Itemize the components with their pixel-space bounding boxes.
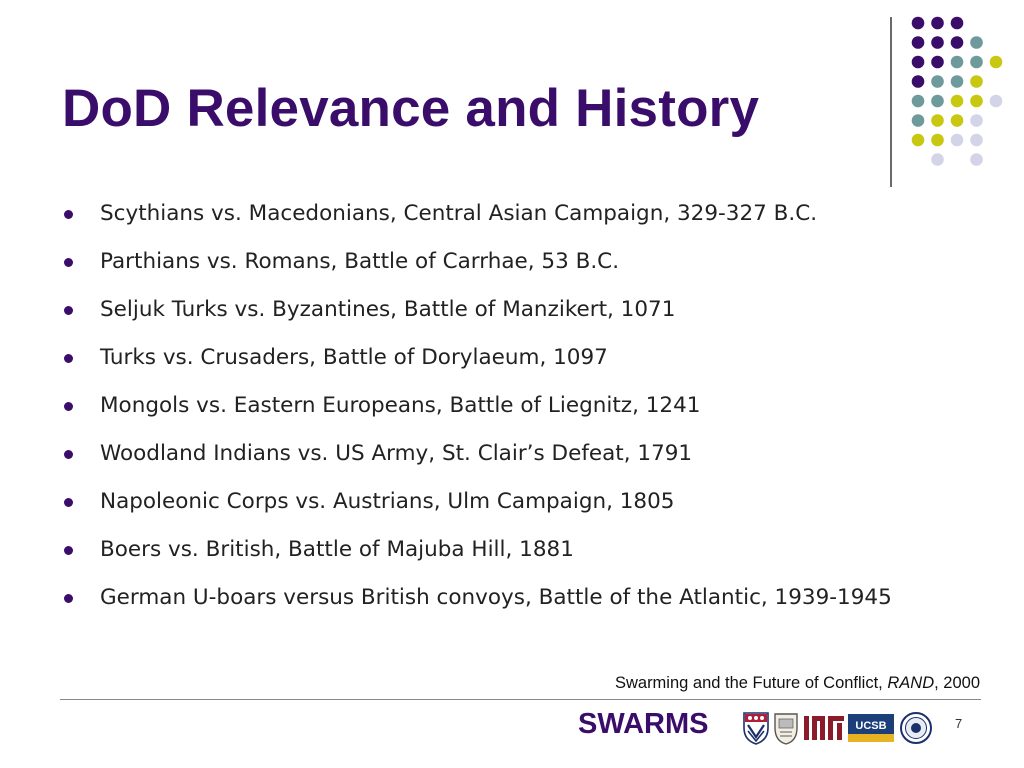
decorative-dot bbox=[931, 75, 944, 88]
bullet-dot bbox=[64, 258, 73, 267]
page-number: 7 bbox=[955, 716, 963, 731]
decorative-divider bbox=[890, 17, 892, 187]
decorative-dot bbox=[970, 95, 983, 108]
bullet-item bbox=[62, 436, 892, 484]
bullet-text: Scythians vs. Macedonians, Central Asian Campaign, 329-327 B.C. bbox=[100, 201, 818, 226]
bullet-item bbox=[62, 340, 892, 388]
citation bbox=[615, 674, 980, 693]
decorative-dot bbox=[951, 95, 964, 108]
decorative-dot bbox=[912, 134, 925, 147]
seal-icon bbox=[901, 713, 931, 743]
decorative-dot bbox=[970, 153, 983, 166]
bullet-item bbox=[62, 196, 892, 244]
decorative-dot bbox=[931, 17, 944, 30]
bullet-text: German U-boars versus British convoys, Battle of the Atlantic, 1939-1945 bbox=[100, 585, 892, 610]
mit-logo bbox=[804, 716, 844, 740]
ucsb-logo bbox=[848, 714, 894, 742]
decorative-dot bbox=[931, 153, 944, 166]
decorative-dot bbox=[951, 134, 964, 147]
citation-suffix: , 2000 bbox=[934, 674, 980, 692]
bullet-item bbox=[62, 292, 892, 340]
bullet-text: Woodland Indians vs. US Army, St. Clair’s Defeat, 1791 bbox=[100, 441, 693, 466]
crest-icon bbox=[775, 714, 797, 744]
bullet-dot bbox=[64, 210, 73, 219]
decorative-dot bbox=[951, 36, 964, 49]
decorative-dot bbox=[931, 134, 944, 147]
bullet-list bbox=[62, 196, 892, 628]
bullet-text: Seljuk Turks vs. Byzantines, Battle of Manzikert, 1071 bbox=[100, 297, 676, 322]
decorative-dot bbox=[970, 134, 983, 147]
bullet-text: Turks vs. Crusaders, Battle of Dorylaeum, 1097 bbox=[100, 345, 608, 370]
bullet-dot bbox=[64, 594, 73, 603]
decorative-dot bbox=[912, 36, 925, 49]
decorative-dot bbox=[931, 36, 944, 49]
decorative-dot bbox=[990, 95, 1003, 108]
bullet-item bbox=[62, 532, 892, 580]
citation-prefix: Swarming and the Future of Conflict, bbox=[614, 674, 888, 692]
decorative-dot bbox=[990, 56, 1003, 69]
footer-logos bbox=[742, 710, 938, 746]
bullet-dot bbox=[64, 498, 73, 507]
decorative-dot bbox=[970, 114, 983, 127]
bullet-dot bbox=[64, 450, 73, 459]
bullet-dot bbox=[64, 546, 73, 555]
decorative-dot bbox=[912, 75, 925, 88]
bullet-item bbox=[62, 388, 892, 436]
decorative-dot bbox=[951, 75, 964, 88]
citation-source: RAND bbox=[887, 674, 935, 692]
decorative-dot bbox=[912, 17, 925, 30]
bullet-text: Boers vs. British, Battle of Majuba Hill, 1881 bbox=[100, 537, 574, 562]
bullet-item bbox=[62, 484, 892, 532]
decorative-dot bbox=[912, 95, 925, 108]
bullet-text: Mongols vs. Eastern Europeans, Battle of Liegnitz, 1241 bbox=[100, 393, 701, 418]
bullet-item bbox=[62, 580, 892, 628]
bullet-dot bbox=[64, 354, 73, 363]
decorative-dot bbox=[931, 56, 944, 69]
decorative-dot bbox=[912, 56, 925, 69]
decorative-dot bbox=[931, 114, 944, 127]
decorative-dot bbox=[951, 114, 964, 127]
decorative-dot bbox=[931, 95, 944, 108]
decorative-dot bbox=[970, 75, 983, 88]
bullet-dot bbox=[64, 306, 73, 315]
decorative-dot bbox=[912, 114, 925, 127]
footer-brand: SWARMS bbox=[578, 708, 709, 740]
bullet-text: Parthians vs. Romans, Battle of Carrhae, 53 B.C. bbox=[100, 249, 620, 274]
ucsb-text: UCSB bbox=[855, 720, 887, 732]
decorative-dot bbox=[951, 56, 964, 69]
slide-title: DoD Relevance and History bbox=[62, 79, 760, 138]
bullet-dot bbox=[64, 402, 73, 411]
bullet-text: Napoleonic Corps vs. Austrians, Ulm Campaign, 1805 bbox=[100, 489, 675, 514]
bullet-item bbox=[62, 244, 892, 292]
footer-divider bbox=[60, 699, 981, 700]
decorative-dot bbox=[951, 17, 964, 30]
shield-icon bbox=[744, 713, 768, 744]
decorative-dot bbox=[970, 56, 983, 69]
decorative-dot bbox=[970, 36, 983, 49]
